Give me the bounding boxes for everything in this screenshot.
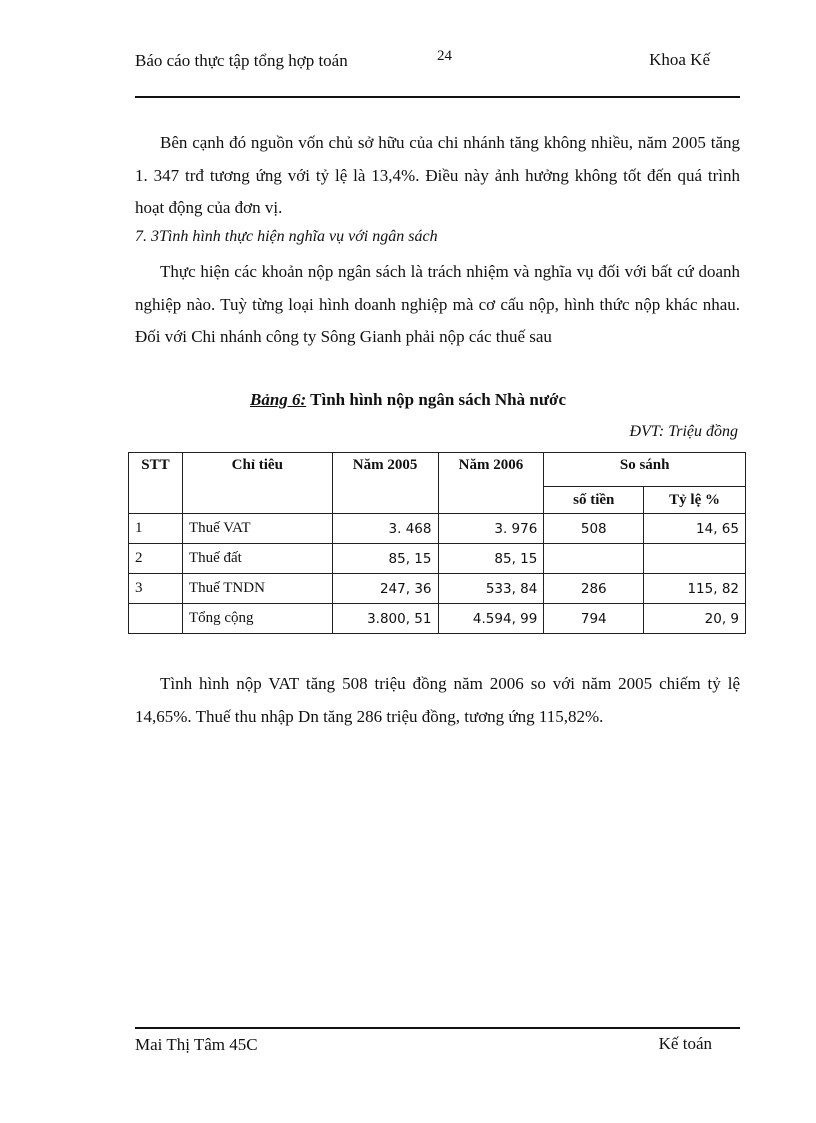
cell-2005: 85, 15	[332, 544, 438, 574]
cell-2006: 85, 15	[438, 544, 544, 574]
paragraph-vat-summary	[135, 668, 740, 733]
cell-item: Thuế TNDN	[182, 574, 332, 604]
table-caption	[0, 390, 816, 410]
cell-stt: 2	[129, 544, 183, 574]
paragraph-2-text: Thực hiện các khoản nộp ngân sách là trách nhiệm và nghĩa vụ đối với bất cứ doanh nghiệp nào. Tuỳ từng loại hình doanh nghiệp mà cơ cấu nộp, hình thức nộp khác nhau. Đối với Chi nhánh công ty Sông Gianh phải nộp các thuế sau	[135, 262, 740, 346]
header-2005: Năm 2005	[332, 453, 438, 514]
cell-2006: 533, 84	[438, 574, 544, 604]
paragraph-equity	[135, 127, 740, 225]
paragraph-3-text: Tình hình nộp VAT tăng 508 triệu đồng năm 2006 so với năm 2005 chiếm tỷ lệ 14,65%. Thuế thu nhập Dn tăng 286 triệu đồng, tương ứng 115,82%.	[135, 674, 740, 726]
cell-2005: 3. 468	[332, 514, 438, 544]
header-report-title: Báo cáo thực tập tổng hợp toán	[135, 51, 348, 70]
header-item: Chỉ tiêu	[182, 453, 332, 514]
cell-amount: 794	[544, 604, 644, 634]
table-row	[129, 574, 746, 604]
header-amount: số tiền	[544, 487, 644, 514]
header-percent: Tỷ lệ %	[644, 487, 746, 514]
header-compare: So sánh	[544, 453, 746, 487]
cell-stt	[129, 604, 183, 634]
table-unit: ĐVT: Triệu đồng	[629, 423, 738, 440]
cell-item: Thuế đất	[182, 544, 332, 574]
table-caption-label: Bảng 6:	[250, 390, 307, 409]
cell-2006: 4.594, 99	[438, 604, 544, 634]
page-footer	[135, 1027, 740, 1054]
page-number: 24	[437, 48, 452, 64]
table-header-row	[129, 453, 746, 487]
cell-item: Thuế VAT	[182, 514, 332, 544]
header-stt: STT	[129, 453, 183, 514]
header-2006: Năm 2006	[438, 453, 544, 514]
cell-2005: 247, 36	[332, 574, 438, 604]
page-header	[135, 48, 740, 98]
budget-table	[128, 452, 746, 634]
cell-percent: 115, 82	[644, 574, 746, 604]
table-row	[129, 514, 746, 544]
cell-stt: 1	[129, 514, 183, 544]
section-heading: 7. 3Tình hình thực hiện nghĩa vụ với ngân sách	[135, 228, 438, 245]
paragraph-obligations	[135, 256, 740, 354]
cell-amount: 508	[544, 514, 644, 544]
footer-author: Mai Thị Tâm 45C	[135, 1035, 258, 1054]
cell-amount	[544, 544, 644, 574]
cell-2006: 3. 976	[438, 514, 544, 544]
cell-percent	[644, 544, 746, 574]
table-row	[129, 544, 746, 574]
table-caption-title: Tình hình nộp ngân sách Nhà nước	[306, 390, 566, 409]
footer-major: Kế toán	[658, 1034, 712, 1053]
cell-item: Tổng cộng	[182, 604, 332, 634]
cell-percent: 20, 9	[644, 604, 746, 634]
cell-amount: 286	[544, 574, 644, 604]
cell-2005: 3.800, 51	[332, 604, 438, 634]
header-department: Khoa Kế	[649, 50, 710, 69]
table-total-row	[129, 604, 746, 634]
cell-percent: 14, 65	[644, 514, 746, 544]
paragraph-1-text: Bên cạnh đó nguồn vốn chủ sở hữu của chi nhánh tăng không nhiều, năm 2005 tăng 1. 347 trđ tương ứng với tỷ lệ là 13,4%. Điều này ảnh hưởng không tốt đến quá trình hoạt động của đơn vị.	[135, 133, 740, 217]
cell-stt: 3	[129, 574, 183, 604]
